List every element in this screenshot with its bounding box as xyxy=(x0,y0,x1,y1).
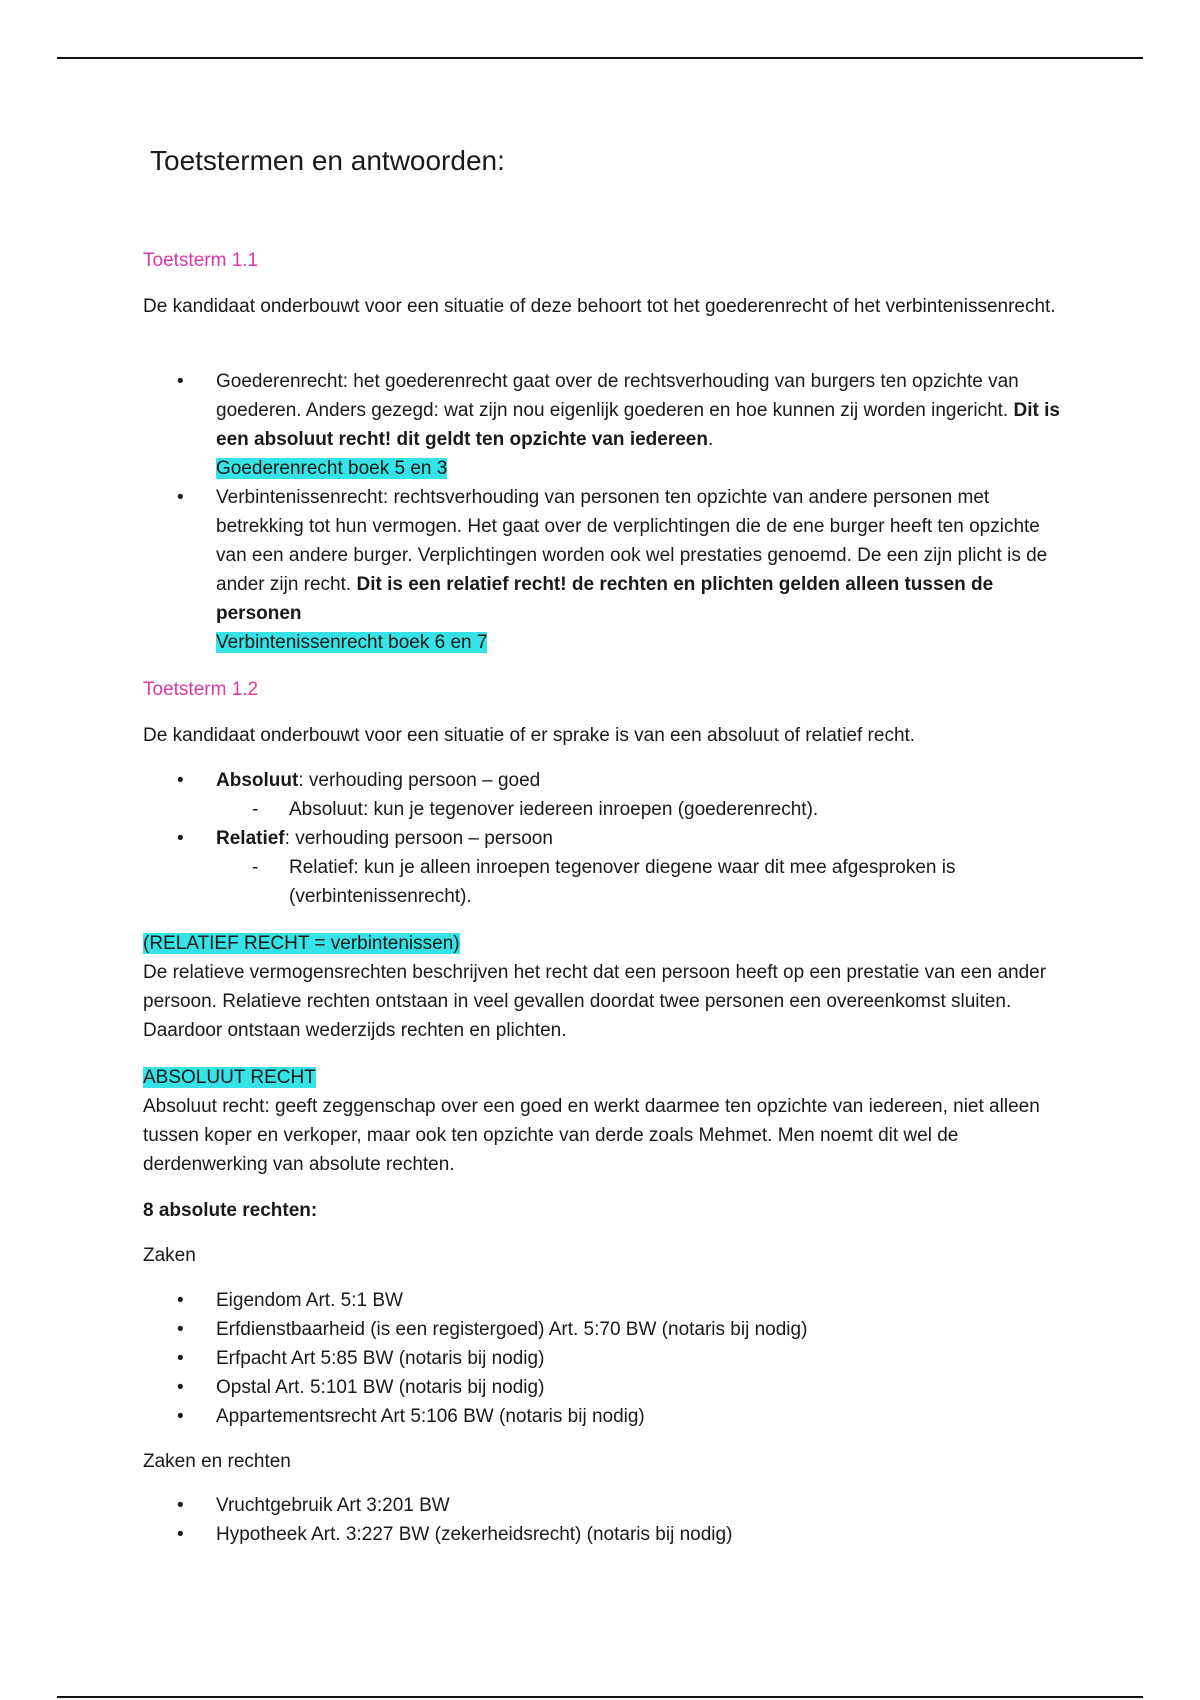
relatief-bold: Relatief xyxy=(216,828,285,849)
bottom-rule xyxy=(57,1696,1143,1698)
intro-toetsterm-1-2: De kandidaat onderbouwt voor een situatie of er sprake is van een absoluut of relatief recht. xyxy=(143,725,916,746)
bullet-verbintenissenrecht xyxy=(143,483,1063,657)
goederenrecht-end: . xyxy=(707,429,714,450)
list-item: • Eigendom Art. 5:1 BW xyxy=(143,1286,1063,1315)
goederenrecht-text: Goederenrecht: het goederenrecht gaat over de rechtsverhouding van burgers ten opzichte van goederen. Anders gezegd: wat zijn nou eigenlijk goederen en hoe kunnen zij worden ingericht. xyxy=(216,371,1019,421)
list-item: • Erfdienstbaarheid (is een registergoed) Art. 5:70 BW (notaris bij nodig) xyxy=(143,1315,1063,1344)
zaken-en-rechten-list xyxy=(143,1491,1063,1549)
top-rule xyxy=(57,57,1143,59)
page-title: Toetstermen en antwoorden: xyxy=(150,145,505,176)
goederenrecht-bold: Dit is een absoluut recht! dit geldt ten opzichte van iedereen xyxy=(216,400,1060,450)
list-item: • Erfpacht Art 5:85 BW (notaris bij nodig) xyxy=(143,1344,1063,1373)
dash-relatief: - Relatief: kun je alleen inroepen tegenover diegene waar dit mee afgesproken is (verbintenissenrecht). xyxy=(216,853,1063,911)
zaken-list xyxy=(143,1286,1063,1431)
list-item: • Opstal Art. 5:101 BW (notaris bij nodig) xyxy=(143,1373,1063,1402)
bullets-toetsterm-1-2 xyxy=(143,766,1063,911)
list-item: • Vruchtgebruik Art 3:201 BW xyxy=(143,1491,1063,1520)
bullet-absoluut xyxy=(143,766,1063,824)
dashes-relatief xyxy=(216,853,1063,911)
intro-toetsterm-1-1: De kandidaat onderbouwt voor een situatie of deze behoort tot het goederenrecht of het verbintenissenrecht. xyxy=(143,296,1056,317)
zaken-en-rechten-label: Zaken en rechten xyxy=(143,1451,291,1472)
absoluut-recht-label: ABSOLUUT RECHT xyxy=(143,1067,316,1088)
bullets-toetsterm-1-1 xyxy=(143,367,1063,657)
relatief-text: : verhouding persoon – persoon xyxy=(284,828,553,849)
zaken-label: Zaken xyxy=(143,1245,196,1266)
absolute-rechten-heading: 8 absolute rechten: xyxy=(143,1200,318,1221)
dash-absoluut: - Absoluut: kun je tegenover iedereen inroepen (goederenrecht). xyxy=(216,795,1063,824)
relatief-recht-block xyxy=(143,929,1063,1045)
list-item: • Hypotheek Art. 3:227 BW (zekerheidsrecht) (notaris bij nodig) xyxy=(143,1520,1063,1549)
verbintenissenrecht-highlight: Verbintenissenrecht boek 6 en 7 xyxy=(216,632,488,653)
absoluut-text: : verhouding persoon – goed xyxy=(298,770,541,791)
absoluut-recht-block xyxy=(143,1063,1063,1179)
relatief-recht-text: De relatieve vermogensrechten beschrijven het recht dat een persoon heeft op een prestatie van een ander persoon. Relatieve rechten ontstaan in veel gevallen doordat twee personen een overeenkomst sluiten. Daardoor ontstaan wederzijds rechten en plichten. xyxy=(143,962,1047,1041)
absoluut-recht-text: Absoluut recht: geeft zeggenschap over een goed en werkt daarmee ten opzichte van iedereen, niet alleen tussen koper en verkoper, maar ook ten opzichte van derde zoals Mehmet. Men noemt dit wel de derdenwerking van absolute rechten. xyxy=(143,1096,1040,1175)
verbintenissenrecht-bold: Dit is een relatief recht! de rechten en plichten gelden alleen tussen de personen xyxy=(216,574,994,624)
list-item: • Appartementsrecht Art 5:106 BW (notaris bij nodig) xyxy=(143,1402,1063,1431)
verbintenissenrecht-text: Verbintenissenrecht: rechtsverhouding van personen ten opzichte van andere personen met betrekking tot hun vermogen. Het gaat over de verplichtingen die de ene burger heeft ten opzichte van een andere burger. Verplichtingen worden ook wel prestaties genoemd. De een zijn plicht is de ander zijn recht. xyxy=(216,487,1048,595)
bullet-goederenrecht xyxy=(143,367,1063,483)
dashes-absoluut xyxy=(216,795,1063,824)
goederenrecht-highlight: Goederenrecht boek 5 en 3 xyxy=(216,458,448,479)
heading-toetsterm-1-2: Toetsterm 1.2 xyxy=(143,679,259,700)
bullet-relatief xyxy=(143,824,1063,911)
heading-toetsterm-1-1: Toetsterm 1.1 xyxy=(143,250,259,271)
absoluut-bold: Absoluut xyxy=(216,770,299,791)
relatief-recht-label: (RELATIEF RECHT = verbintenissen) xyxy=(143,933,460,954)
